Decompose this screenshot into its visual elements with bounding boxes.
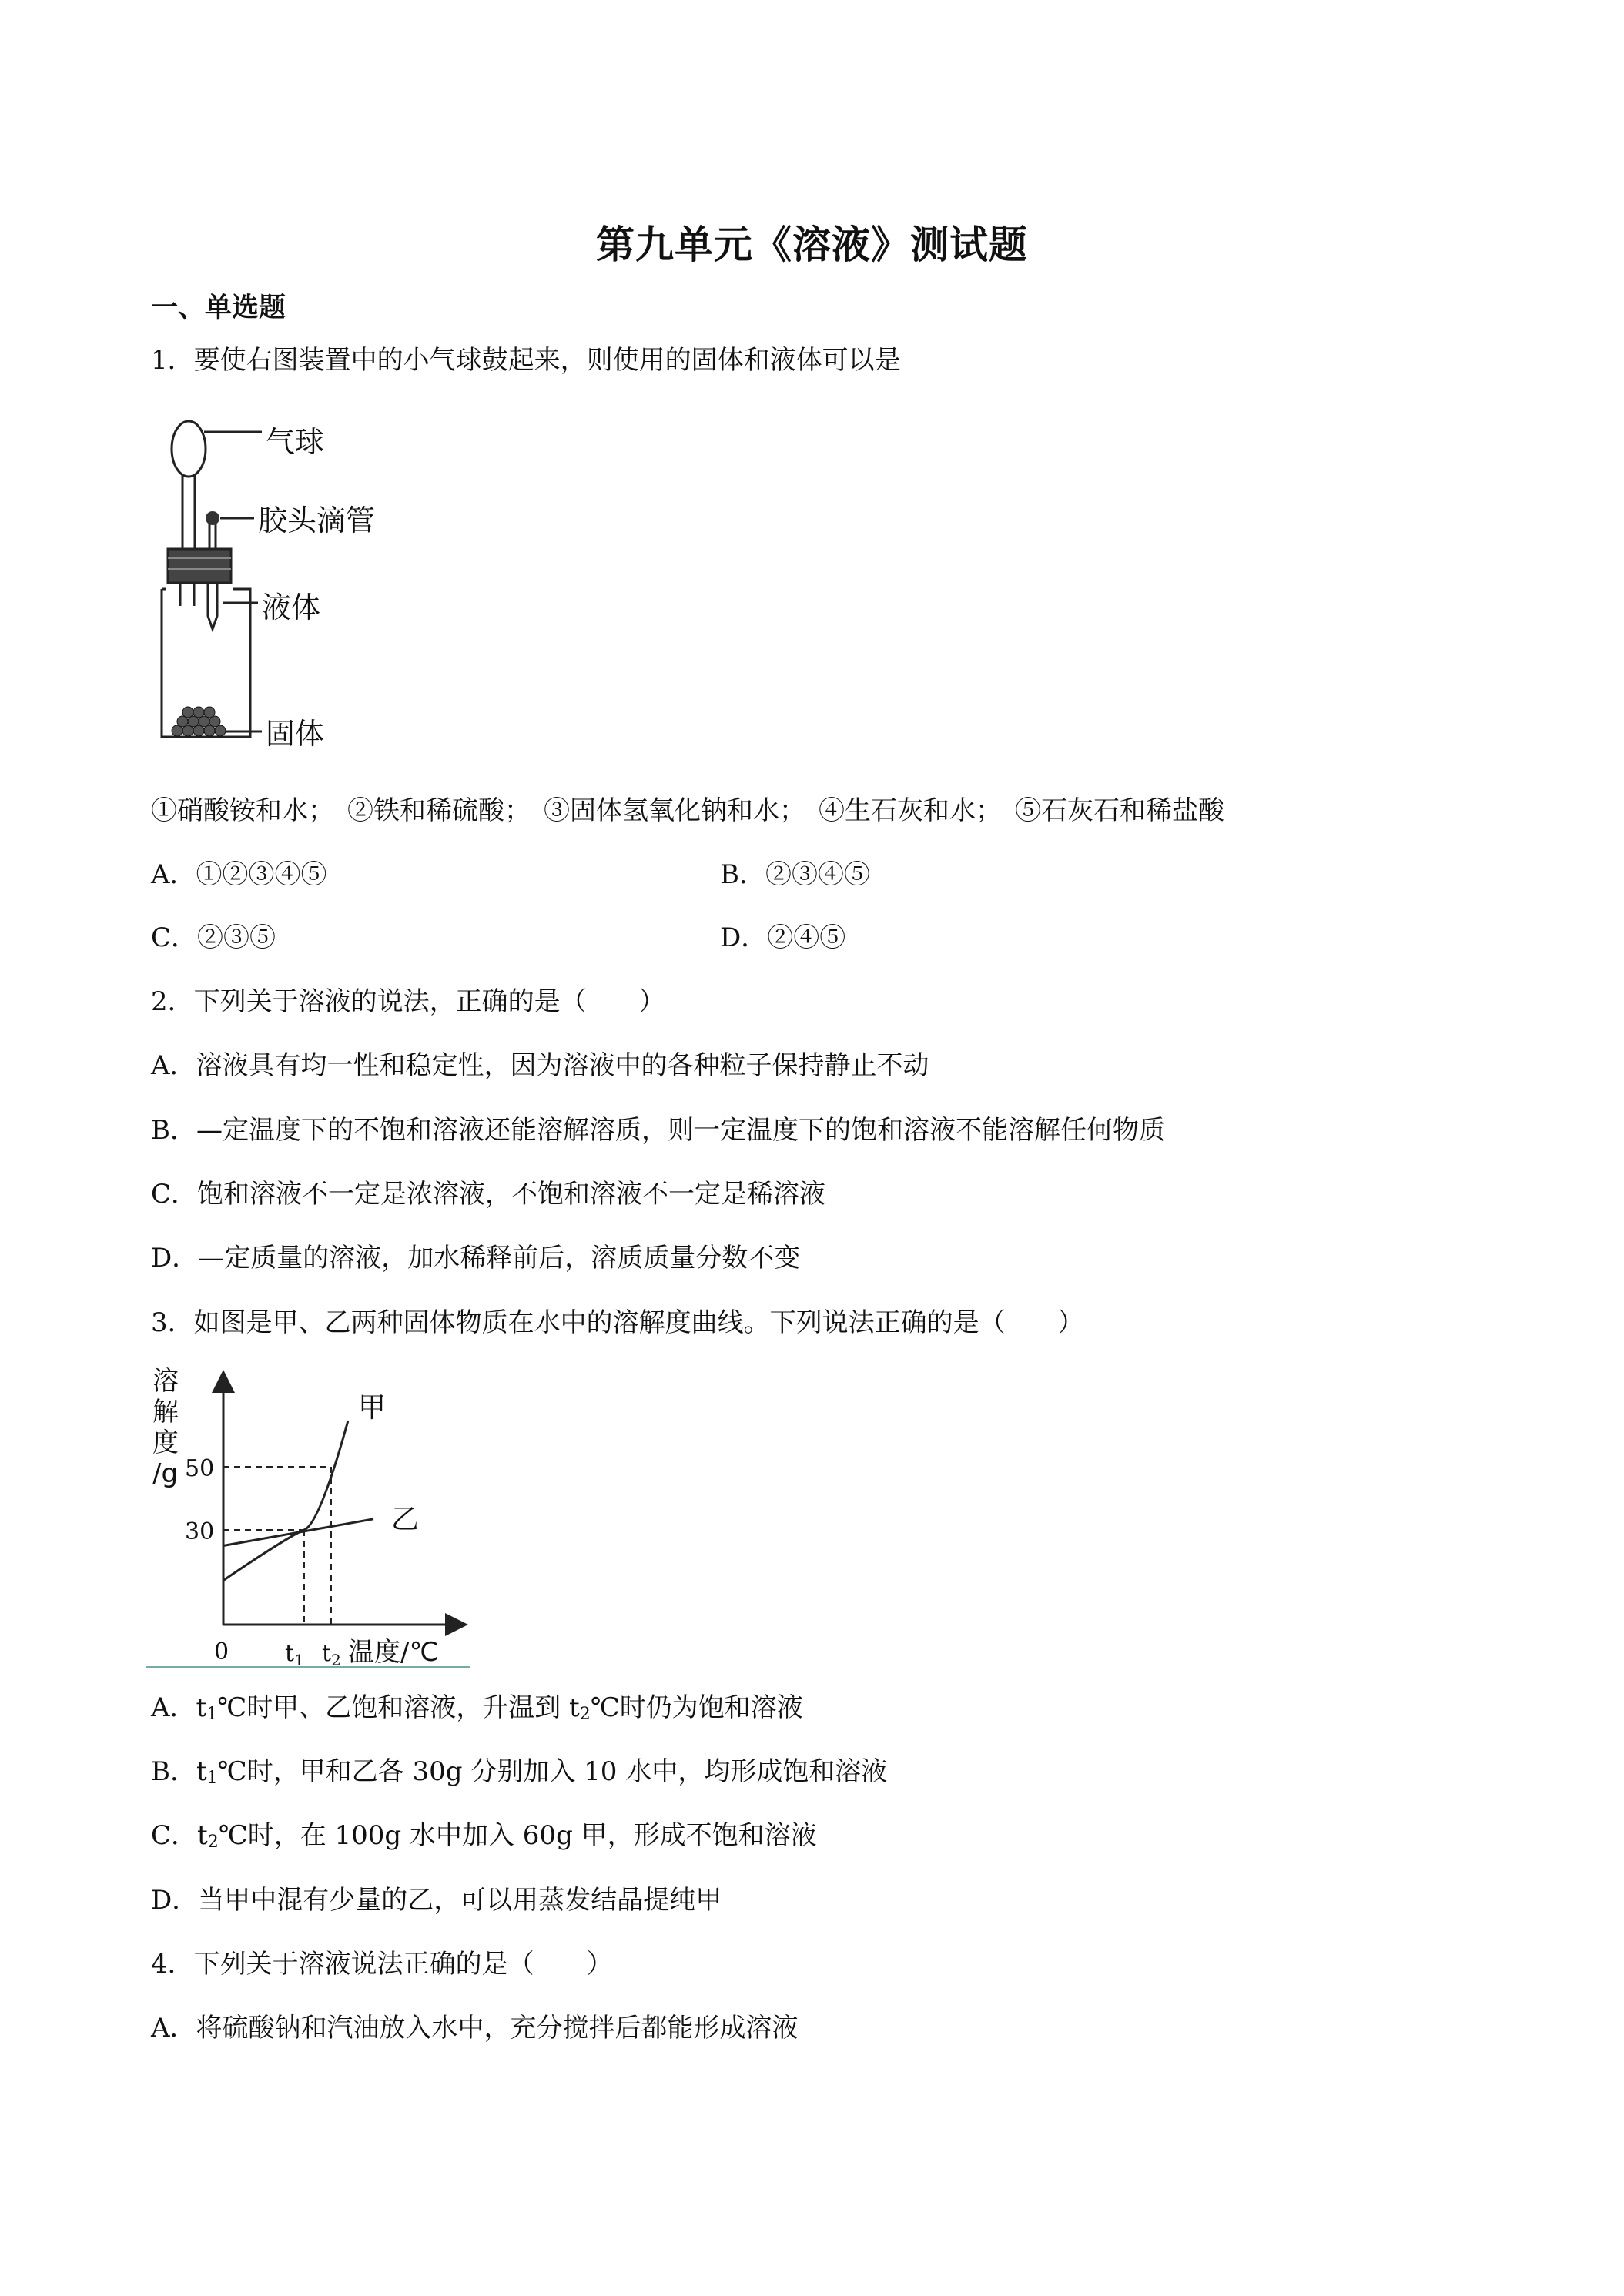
q2-option-b: B．—定温度下的不饱和溶液还能溶解溶质，则一定温度下的饱和溶液不能溶解任何物质: [151, 1115, 1165, 1146]
rubber-stopper: [168, 549, 231, 583]
q1-option-b: B．②③④⑤: [720, 859, 870, 890]
balloon-tube: [182, 475, 195, 551]
q2-option-a: A．溶液具有均一性和稳定性，因为溶液中的各种粒子保持静止不动: [151, 1050, 929, 1081]
tube-ends: [180, 583, 217, 629]
ylabel-char-4: /g: [152, 1458, 179, 1489]
ytick-50: 50: [185, 1455, 215, 1482]
q2-stem: 2．下列关于溶液的说法，正确的是（ ）: [151, 986, 665, 1017]
q3-option-b: B．$t_1℃$时，甲和乙各 30g 分别加入 10 水中，均形成饱和溶液: [151, 1756, 888, 1788]
section-heading: 一、单选题: [151, 293, 286, 323]
ylabel-group: [152, 1366, 179, 1489]
label-dropper: 胶头滴管: [258, 504, 376, 537]
q2-option-d: D．—定质量的溶液，加水稀释前后，溶质质量分数不变: [151, 1243, 801, 1274]
label-balloon: 气球: [266, 425, 325, 459]
q1-option-a: A．①②③④⑤: [151, 859, 327, 890]
series-label-jia: 甲: [358, 1392, 387, 1424]
series-group: [223, 1421, 373, 1581]
page-title: 第九单元《溶液》测试题: [596, 223, 1028, 267]
q3-stem: 3．如图是甲、乙两种固体物质在水中的溶解度曲线。下列说法正确的是（ ）: [151, 1307, 1084, 1338]
xtick-t2: $t_2$: [322, 1640, 341, 1669]
q1-stem: 1．要使右图装置中的小气球鼓起来，则使用的固体和液体可以是: [151, 345, 901, 376]
solubility-chart: [146, 1359, 477, 1678]
label-solid: 固体: [266, 717, 325, 751]
series-line-jia: [223, 1421, 348, 1581]
series-label-yi: 乙: [391, 1504, 420, 1535]
solid-particles: [172, 707, 226, 736]
label-liquid: 液体: [262, 591, 321, 624]
q4-stem: 4．下列关于溶液说法正确的是（ ）: [151, 1949, 613, 1980]
q4-option-a: A．将硫酸钠和汽油放入水中，充分搅拌后都能形成溶液: [151, 2013, 799, 2043]
q3-option-a: A．$t_1℃$时甲、乙饱和溶液，升温到 $t_2℃$时仍为饱和溶液: [151, 1692, 803, 1724]
q3-option-c: C．$t_2℃$时，在 100g 水中加入 60g 甲，形成不饱和溶液: [151, 1820, 817, 1852]
q3-option-d: D．当甲中混有少量的乙，可以用蒸发结晶提纯甲: [151, 1885, 722, 1916]
xlabel: 温度/℃: [348, 1637, 439, 1668]
q2-option-c: C．饱和溶液不一定是浓溶液，不饱和溶液不一定是稀溶液: [151, 1179, 826, 1210]
ylabel-char-1: 溶: [152, 1366, 179, 1397]
origin-label: 0: [214, 1638, 229, 1665]
ylabel-char-3: 度: [152, 1427, 179, 1458]
xtick-t1: $t_1$: [285, 1640, 304, 1669]
dropper-bulb: [206, 511, 219, 525]
ylabel-char-2: 解: [152, 1397, 179, 1427]
ytick-30: 30: [185, 1518, 215, 1545]
q1-items: ①硝酸铵和水； ②铁和稀硫酸； ③固体氢氧化钠和水； ④生石灰和水； ⑤石灰石和稀盐酸: [151, 795, 1224, 826]
series-line-yi: [223, 1519, 373, 1546]
q1-option-c: C．②③⑤: [151, 922, 276, 953]
q1-option-d: D．②④⑤: [720, 922, 846, 953]
balloon-shape: [172, 421, 206, 477]
